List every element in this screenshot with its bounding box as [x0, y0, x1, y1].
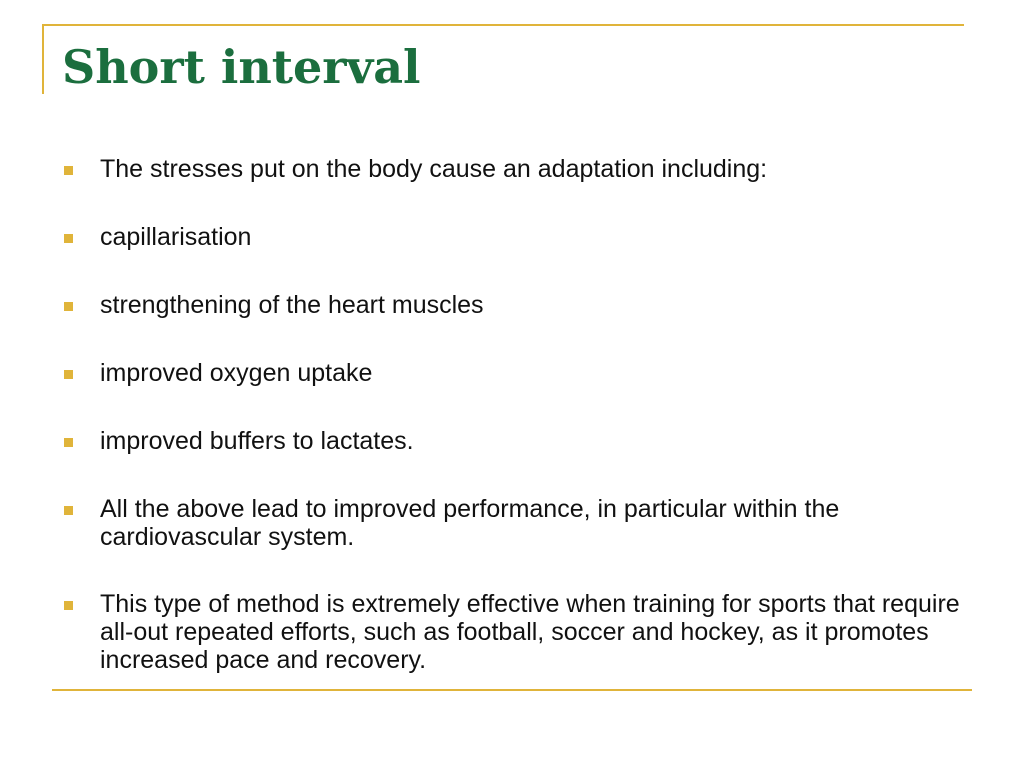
bullet-item — [64, 359, 964, 387]
square-bullet-icon — [64, 166, 73, 175]
square-bullet-icon — [64, 370, 73, 379]
bullet-text: strengthening of the heart muscles — [100, 291, 484, 319]
top-border-line — [42, 24, 964, 26]
bullet-text: The stresses put on the body cause an adaptation including: — [100, 155, 768, 183]
square-bullet-icon — [64, 506, 73, 515]
slide-title: Short interval — [62, 40, 421, 94]
bullet-item — [64, 590, 964, 674]
left-border-line — [42, 24, 44, 94]
square-bullet-icon — [64, 601, 73, 610]
bullet-item — [64, 291, 964, 319]
bullet-text: All the above lead to improved performance, in particular within the cardiovascular system. — [100, 495, 840, 551]
bottom-border-line — [52, 689, 972, 691]
bullet-item — [64, 495, 964, 551]
square-bullet-icon — [64, 234, 73, 243]
bullet-text: improved oxygen uptake — [100, 359, 373, 387]
bullet-text: improved buffers to lactates. — [100, 427, 414, 455]
bullet-text: capillarisation — [100, 223, 252, 251]
bullet-list — [64, 155, 964, 674]
square-bullet-icon — [64, 438, 73, 447]
bullet-text: This type of method is extremely effective when training for sports that require all-out repeated efforts, such as football, soccer and hockey, as it promotes increased pace and recovery. — [100, 590, 960, 674]
bullet-item — [64, 223, 964, 251]
bullet-item — [64, 427, 964, 455]
bullet-item — [64, 155, 964, 183]
square-bullet-icon — [64, 302, 73, 311]
